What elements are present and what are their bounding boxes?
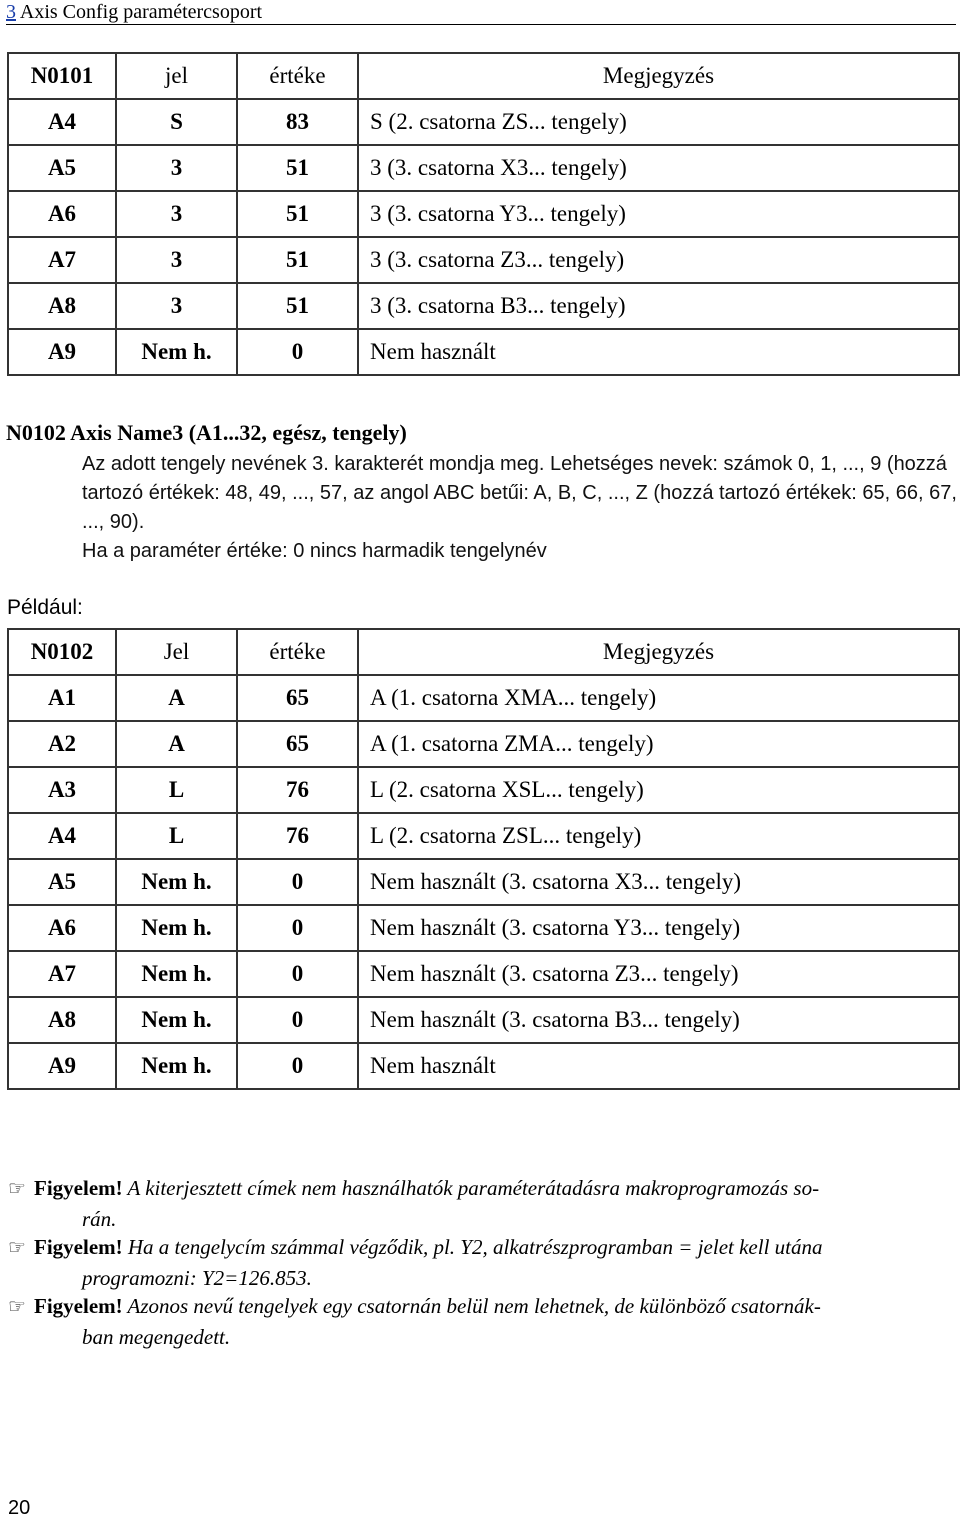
warning-text-continued: ban megengedett. bbox=[82, 1325, 231, 1349]
table-row bbox=[8, 813, 959, 859]
warning-label: Figyelem! bbox=[34, 1176, 123, 1200]
row-jel: Nem h. bbox=[116, 905, 237, 951]
row-jel: L bbox=[116, 767, 237, 813]
table-header-row bbox=[8, 629, 959, 675]
header-megjegyzes: Megjegyzés bbox=[358, 629, 959, 675]
row-jel: A bbox=[116, 675, 237, 721]
description-paragraph: Az adott tengely nevének 3. karakterét mondja meg. Lehetséges nevek: számok 0, 1, ..., 9 (hozzá tartozó értékek: 48, 49, ..., 57, az angol ABC betűi: A, B, C, ..., Z (hozzá tartozó értékek: 65, 66, 67, ..., 90). bbox=[82, 453, 957, 533]
warning-text-continued: rán. bbox=[82, 1207, 117, 1231]
table-row bbox=[8, 1043, 959, 1089]
warning-text: Ha a tengelycím számmal végződik, pl. Y2, alkatrészprogramban = jelet kell utána bbox=[122, 1235, 823, 1259]
row-id: A9 bbox=[8, 329, 116, 375]
chapter-number[interactable]: 3 bbox=[6, 1, 16, 23]
row-value: 76 bbox=[237, 767, 358, 813]
header-jel: Jel bbox=[116, 629, 237, 675]
header-erteke: értéke bbox=[237, 53, 358, 99]
header-megjegyzes: Megjegyzés bbox=[358, 53, 959, 99]
row-note: 3 (3. csatorna Y3... tengely) bbox=[358, 191, 959, 237]
row-id: A1 bbox=[8, 675, 116, 721]
row-value: 83 bbox=[237, 99, 358, 145]
row-value: 76 bbox=[237, 813, 358, 859]
row-note: 3 (3. csatorna X3... tengely) bbox=[358, 145, 959, 191]
table-row bbox=[8, 859, 959, 905]
pointing-hand-icon: ☞ bbox=[8, 1178, 26, 1200]
row-id: A4 bbox=[8, 99, 116, 145]
row-note: 3 (3. csatorna B3... tengely) bbox=[358, 283, 959, 329]
row-jel: 3 bbox=[116, 145, 237, 191]
row-id: A5 bbox=[8, 859, 116, 905]
table-row bbox=[8, 329, 959, 375]
table-row bbox=[8, 951, 959, 997]
page-header bbox=[6, 0, 956, 25]
row-value: 0 bbox=[237, 951, 358, 997]
table-row bbox=[8, 721, 959, 767]
row-id: A2 bbox=[8, 721, 116, 767]
row-value: 51 bbox=[237, 237, 358, 283]
row-id: A6 bbox=[8, 905, 116, 951]
row-jel: A bbox=[116, 721, 237, 767]
pointing-hand-icon: ☞ bbox=[8, 1237, 26, 1259]
row-value: 0 bbox=[237, 859, 358, 905]
row-value: 51 bbox=[237, 283, 358, 329]
row-value: 0 bbox=[237, 905, 358, 951]
row-jel: L bbox=[116, 813, 237, 859]
table-row bbox=[8, 767, 959, 813]
row-note: 3 (3. csatorna Z3... tengely) bbox=[358, 237, 959, 283]
warning-text: A kiterjesztett címek nem használhatók paraméterátadásra makroprogramozás so- bbox=[122, 1176, 820, 1200]
warning-note bbox=[8, 1173, 958, 1234]
section-title: N0102 Axis Name3 (A1...32, egész, tengely) bbox=[6, 420, 407, 445]
header-id: N0101 bbox=[8, 53, 116, 99]
table-header-row bbox=[8, 53, 959, 99]
row-value: 51 bbox=[237, 191, 358, 237]
row-id: A7 bbox=[8, 951, 116, 997]
row-jel: Nem h. bbox=[116, 1043, 237, 1089]
parameter-table-n0101 bbox=[7, 52, 960, 376]
table-row bbox=[8, 191, 959, 237]
row-id: A6 bbox=[8, 191, 116, 237]
row-value: 0 bbox=[237, 329, 358, 375]
row-id: A5 bbox=[8, 145, 116, 191]
header-jel: jel bbox=[116, 53, 237, 99]
row-id: A8 bbox=[8, 997, 116, 1043]
row-note: Nem használt (3. csatorna X3... tengely) bbox=[358, 859, 959, 905]
row-note: Nem használt (3. csatorna Z3... tengely) bbox=[358, 951, 959, 997]
row-id: A3 bbox=[8, 767, 116, 813]
row-value: 51 bbox=[237, 145, 358, 191]
row-note: S (2. csatorna ZS... tengely) bbox=[358, 99, 959, 145]
section-description bbox=[82, 450, 960, 566]
row-note: Nem használt bbox=[358, 1043, 959, 1089]
warning-label: Figyelem! bbox=[34, 1235, 123, 1259]
row-jel: Nem h. bbox=[116, 951, 237, 997]
row-jel: 3 bbox=[116, 237, 237, 283]
row-jel: Nem h. bbox=[116, 859, 237, 905]
row-value: 65 bbox=[237, 721, 358, 767]
row-note: Nem használt (3. csatorna Y3... tengely) bbox=[358, 905, 959, 951]
description-paragraph: Ha a paraméter értéke: 0 nincs harmadik tengelynév bbox=[82, 540, 547, 562]
row-jel: Nem h. bbox=[116, 329, 237, 375]
example-label: Például: bbox=[7, 596, 83, 619]
row-id: A7 bbox=[8, 237, 116, 283]
row-note: L (2. csatorna XSL... tengely) bbox=[358, 767, 959, 813]
chapter-title: Axis Config paramétercsoport bbox=[16, 1, 263, 23]
page-number: 20 bbox=[8, 1497, 31, 1519]
row-note: L (2. csatorna ZSL... tengely) bbox=[358, 813, 959, 859]
table-row bbox=[8, 675, 959, 721]
row-value: 0 bbox=[237, 997, 358, 1043]
header-erteke: értéke bbox=[237, 629, 358, 675]
row-jel: S bbox=[116, 99, 237, 145]
pointing-hand-icon: ☞ bbox=[8, 1296, 26, 1318]
table-row bbox=[8, 283, 959, 329]
header-id: N0102 bbox=[8, 629, 116, 675]
parameter-table-n0102 bbox=[7, 628, 960, 1090]
row-id: A9 bbox=[8, 1043, 116, 1089]
table-row bbox=[8, 99, 959, 145]
warning-note bbox=[8, 1291, 958, 1352]
row-jel: 3 bbox=[116, 283, 237, 329]
warning-text: Azonos nevű tengelyek egy csatornán belül nem lehetnek, de különböző csatornák- bbox=[122, 1294, 821, 1318]
row-note: Nem használt bbox=[358, 329, 959, 375]
row-note: A (1. csatorna XMA... tengely) bbox=[358, 675, 959, 721]
row-id: A4 bbox=[8, 813, 116, 859]
warning-text-continued: programozni: Y2=126.853. bbox=[82, 1266, 312, 1290]
table-row bbox=[8, 237, 959, 283]
row-value: 65 bbox=[237, 675, 358, 721]
warning-label: Figyelem! bbox=[34, 1294, 123, 1318]
table-row bbox=[8, 997, 959, 1043]
row-note: A (1. csatorna ZMA... tengely) bbox=[358, 721, 959, 767]
row-note: Nem használt (3. csatorna B3... tengely) bbox=[358, 997, 959, 1043]
warning-note bbox=[8, 1232, 958, 1293]
row-value: 0 bbox=[237, 1043, 358, 1089]
row-jel: Nem h. bbox=[116, 997, 237, 1043]
table-row bbox=[8, 905, 959, 951]
table-row bbox=[8, 145, 959, 191]
row-jel: 3 bbox=[116, 191, 237, 237]
row-id: A8 bbox=[8, 283, 116, 329]
